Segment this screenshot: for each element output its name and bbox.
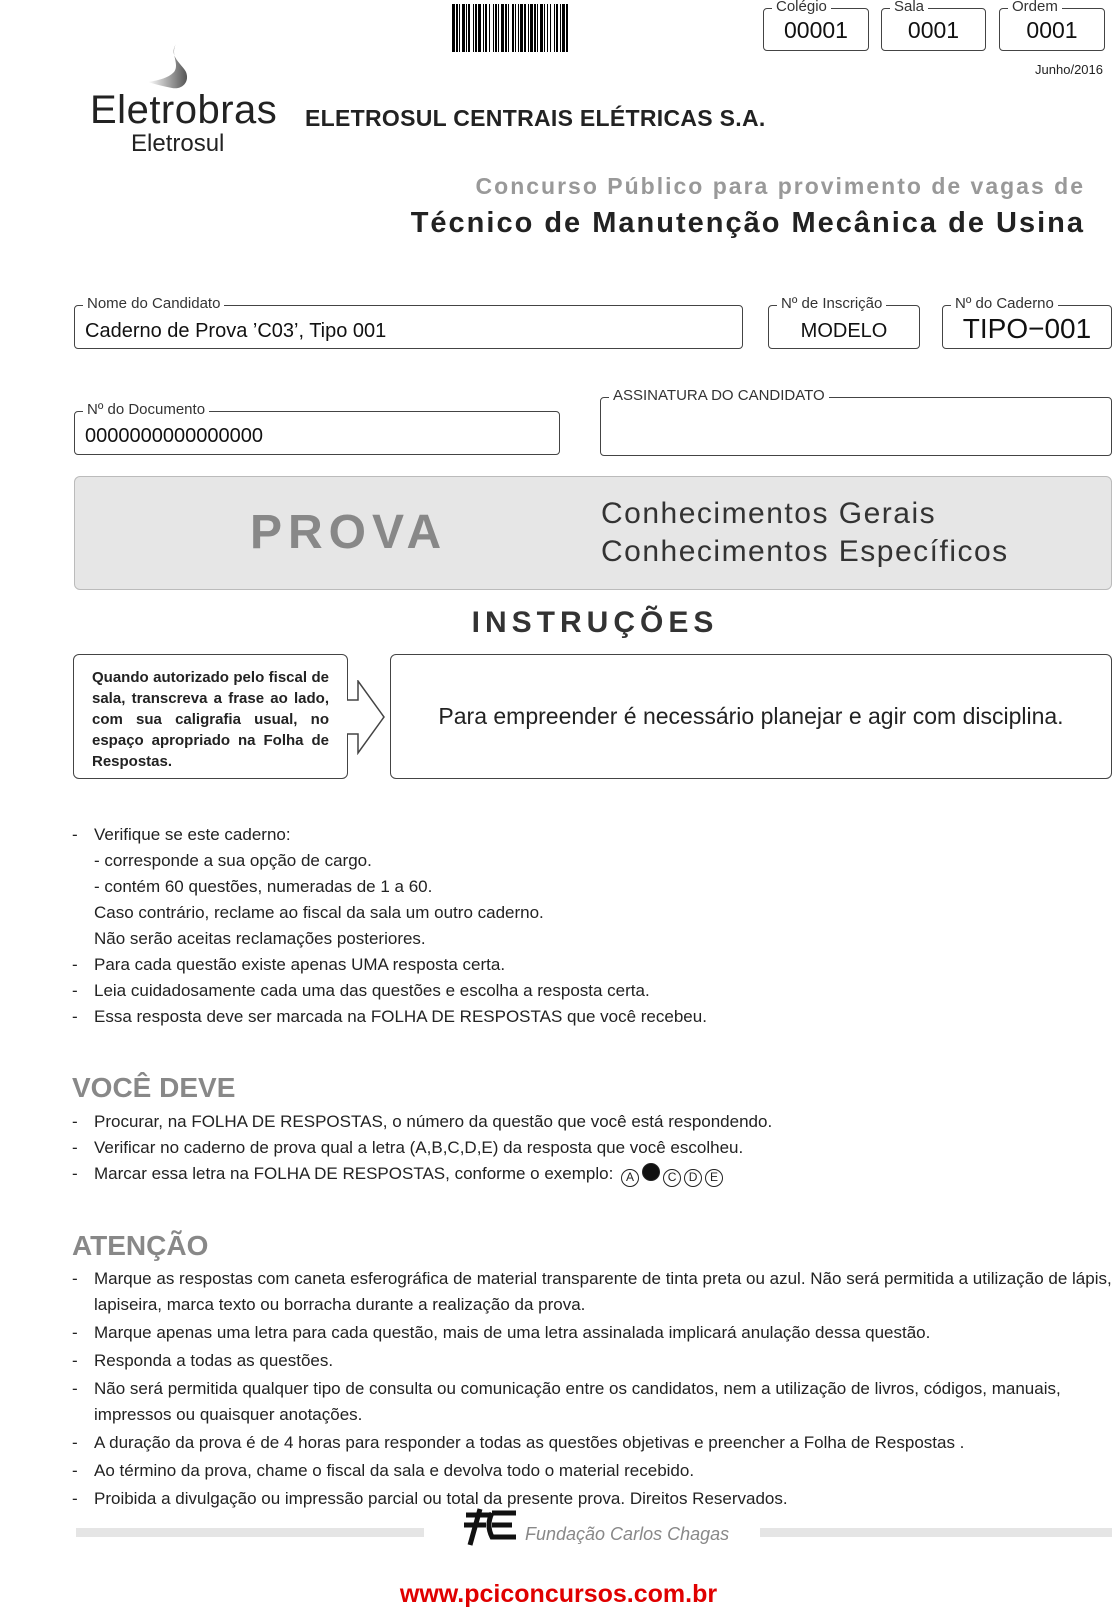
caderno-field bbox=[942, 295, 1112, 349]
instruction-item bbox=[72, 952, 707, 978]
atencao-item bbox=[72, 1348, 1112, 1374]
prova-subject-2: Conhecimentos Específicos bbox=[601, 535, 1009, 568]
instruction-text: - corresponde a sua opção de cargo. bbox=[94, 851, 372, 870]
atencao-item bbox=[72, 1376, 1112, 1428]
instruction-item bbox=[72, 978, 707, 1004]
inscricao-label: Nº de Inscrição bbox=[777, 295, 886, 312]
bullet-dash: - bbox=[72, 1461, 78, 1480]
example-bubbles bbox=[618, 1164, 723, 1183]
voce-deve-item: Procurar, na FOLHA DE RESPOSTAS, o número da questão que você está respondendo. bbox=[94, 1112, 773, 1131]
barcode bbox=[452, 4, 569, 52]
exam-position: Técnico de Manutenção Mecânica de Usina bbox=[410, 207, 1085, 239]
instruction-text: - contém 60 questões, numeradas de 1 a 60. bbox=[94, 877, 433, 896]
caderno-value: TIPO−001 bbox=[962, 313, 1092, 344]
atencao-list bbox=[72, 1266, 1112, 1514]
voce-deve-title: VOCÊ DEVE bbox=[72, 1072, 236, 1103]
logo-eletrobras: Eletrobras bbox=[90, 88, 278, 132]
bullet-dash: - bbox=[72, 825, 78, 844]
sala-box bbox=[881, 0, 986, 51]
instruction-text: Leia cuidadosamente cada uma das questões e escolha a resposta certa. bbox=[94, 981, 650, 1000]
bullet-dash: - bbox=[72, 1379, 78, 1398]
atencao-item bbox=[72, 1458, 1112, 1484]
bullet-dash: - bbox=[72, 981, 78, 1000]
instruction-item bbox=[72, 1004, 707, 1030]
colegio-value: 00001 bbox=[784, 17, 848, 43]
instructions-list bbox=[72, 822, 707, 1030]
atencao-item bbox=[72, 1430, 1112, 1456]
eletrobras-logo-icon bbox=[146, 42, 196, 92]
atencao-text: Proibida a divulgação ou impressão parcial ou total da presente prova. Direitos Reservados. bbox=[94, 1489, 788, 1508]
answer-bubble-b bbox=[642, 1163, 660, 1181]
transcribe-instruction: Quando autorizado pelo fiscal de sala, transcreva a frase ao lado, com sua caligrafia usual, no espaço apropriado na Folha de Respostas. bbox=[73, 654, 348, 779]
caderno-label: Nº do Caderno bbox=[951, 295, 1058, 312]
voce-deve-list: - Procurar, na FOLHA DE RESPOSTAS, o número da questão que você está respondendo. - Verificar no caderno de prova qual a letra (A,B,C,D,E) da resposta que você escolheu. - Marcar essa letra na FOLHA DE RESPOSTAS, conforme o exemplo: A C D E bbox=[72, 1109, 772, 1187]
site-url[interactable]: www.pciconcursos.com.br bbox=[399, 1580, 718, 1608]
ordem-value: 0001 bbox=[1026, 17, 1078, 43]
atencao-item bbox=[72, 1320, 1112, 1346]
instruction-item bbox=[72, 848, 707, 874]
date: Junho/2016 bbox=[1035, 62, 1103, 77]
answer-bubble-a: A bbox=[621, 1169, 639, 1187]
atencao-text: A duração da prova é de 4 horas para responder a todas as questões objetivas e preencher a Folha de Respostas . bbox=[94, 1433, 965, 1452]
logo-eletrosul: Eletrosul bbox=[131, 130, 225, 157]
phrase-text: Para empreender é necessário planejar e agir com disciplina. bbox=[438, 703, 1064, 729]
ordem-label: Ordem bbox=[1008, 0, 1062, 15]
instruction-text: Para cada questão existe apenas UMA resposta certa. bbox=[94, 955, 506, 974]
answer-bubble-c: C bbox=[663, 1169, 681, 1187]
atencao-text: Ao término da prova, chame o fiscal da sala e devolva todo o material recebido. bbox=[94, 1461, 695, 1480]
atencao-text: Responda a todas as questões. bbox=[94, 1351, 334, 1370]
footer-divider-right bbox=[760, 1528, 1112, 1537]
documento-value: 0000000000000000 bbox=[85, 425, 263, 447]
fcc-name: Fundação Carlos Chagas bbox=[525, 1524, 730, 1544]
sala-label: Sala bbox=[890, 0, 928, 15]
atencao-item bbox=[72, 1266, 1112, 1318]
nome-value: Caderno de Prova ’C03’, Tipo 001 bbox=[85, 320, 387, 342]
voce-deve-item: Marcar essa letra na FOLHA DE RESPOSTAS, conforme o exemplo: bbox=[94, 1164, 614, 1183]
documento-label: Nº do Documento bbox=[83, 401, 209, 418]
exam-subtitle: Concurso Público para provimento de vagas de bbox=[475, 173, 1085, 199]
instruction-item bbox=[72, 926, 707, 952]
inscricao-value: MODELO bbox=[800, 320, 888, 342]
arrow-right-icon bbox=[346, 680, 386, 755]
assinatura-field[interactable] bbox=[600, 387, 1112, 456]
atencao-item bbox=[72, 1486, 1112, 1512]
bullet-dash: - bbox=[72, 1007, 78, 1026]
barcode-bar bbox=[568, 4, 569, 52]
nome-field bbox=[74, 295, 743, 349]
fcc-logo-icon bbox=[462, 1505, 518, 1547]
prova-title: PROVA bbox=[250, 506, 448, 559]
ordem-box bbox=[999, 0, 1105, 51]
company-name: ELETROSUL CENTRAIS ELÉTRICAS S.A. bbox=[305, 105, 766, 131]
nome-label: Nome do Candidato bbox=[83, 295, 224, 312]
instruction-text: Essa resposta deve ser marcada na FOLHA DE RESPOSTAS que você recebeu. bbox=[94, 1007, 707, 1026]
inscricao-field bbox=[768, 295, 920, 349]
instruction-text: Não serão aceitas reclamações posteriores. bbox=[94, 929, 426, 948]
atencao-text: Não será permitida qualquer tipo de consulta ou comunicação entre os candidatos, nem a utilização de livros, códigos, manuais, impressos ou quaisquer anotações. bbox=[94, 1379, 1061, 1424]
prova-subject-1: Conhecimentos Gerais bbox=[601, 497, 937, 530]
instruction-item bbox=[72, 900, 707, 926]
colegio-label: Colégio bbox=[772, 0, 831, 15]
voce-deve-item: Verificar no caderno de prova qual a letra (A,B,C,D,E) da resposta que você escolheu. bbox=[94, 1138, 744, 1157]
sala-value: 0001 bbox=[907, 17, 960, 43]
bullet-dash: - bbox=[72, 1269, 78, 1288]
bullet-dash: - bbox=[72, 1351, 78, 1370]
prova-band bbox=[74, 476, 1112, 590]
instruction-text: Verifique se este caderno: bbox=[94, 825, 291, 844]
instruction-item bbox=[72, 874, 707, 900]
bullet-dash: - bbox=[72, 955, 78, 974]
colegio-box bbox=[763, 0, 869, 51]
instruction-text: Caso contrário, reclame ao fiscal da sala um outro caderno. bbox=[94, 903, 544, 922]
instruction-item bbox=[72, 822, 707, 848]
bullet-dash: - bbox=[72, 1489, 78, 1508]
footer-divider-left bbox=[76, 1528, 424, 1537]
atencao-text: Marque as respostas com caneta esferográfica de material transparente de tinta preta ou azul. Não será permitida a utilização de lápis, lapiseira, marca texto ou borracha durante a realização da prova. bbox=[94, 1269, 1112, 1314]
answer-bubble-d: D bbox=[684, 1169, 702, 1187]
answer-bubble-e: E bbox=[705, 1169, 723, 1187]
assinatura-label: ASSINATURA DO CANDIDATO bbox=[609, 387, 829, 404]
atencao-title: ATENÇÃO bbox=[72, 1230, 209, 1261]
instructions-title: INSTRUÇÕES bbox=[471, 606, 719, 639]
bullet-dash: - bbox=[72, 1323, 78, 1342]
bullet-dash: - bbox=[72, 1433, 78, 1452]
phrase-box bbox=[390, 654, 1112, 779]
documento-field bbox=[74, 401, 560, 455]
atencao-text: Marque apenas uma letra para cada questão, mais de uma letra assinalada implicará anulação dessa questão. bbox=[94, 1323, 931, 1342]
